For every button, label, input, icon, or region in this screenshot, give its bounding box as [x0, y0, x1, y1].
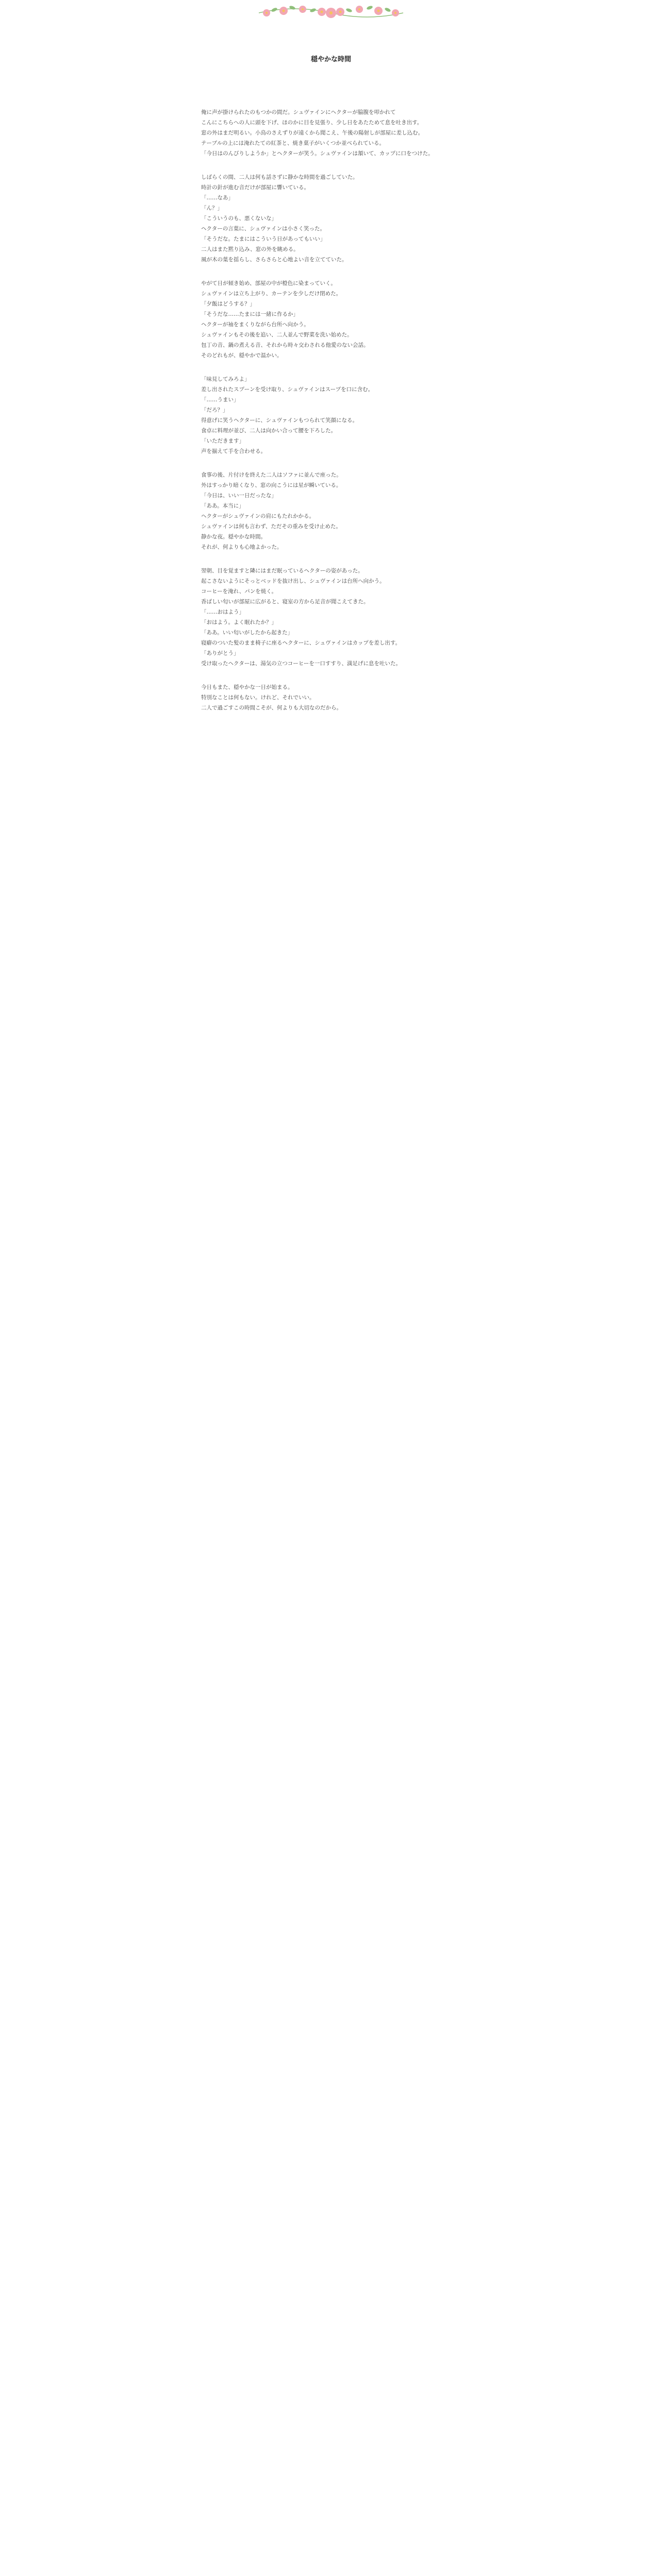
story-paragraph: 受け取ったヘクターは、湯気の立つコーヒーを一口すすり、満足げに息を吐いた。	[201, 660, 401, 667]
story-paragraph: コーヒーを淹れ、パンを焼く。	[201, 588, 277, 595]
story-paragraph: 「ん？」	[201, 205, 223, 211]
story-paragraph: ヘクターがシュヴァインの肩にもたれかかる。	[201, 513, 315, 519]
story-paragraph: 「おはよう。よく眠れたか？」	[201, 619, 277, 625]
story-paragraph: シュヴァインは立ち上がり、カーテンを少しだけ閉めた。	[201, 291, 342, 297]
story-paragraph: 得意げに笑うヘクターに、シュヴァインもつられて笑顔になる。	[201, 417, 358, 423]
story-paragraph: やがて日が傾き始め、部屋の中が橙色に染まっていく。	[201, 280, 336, 286]
story-paragraph: 食事の後、片付けを終えた二人はソファに並んで座った。	[201, 472, 342, 478]
story-paragraph: 時計の針が進む音だけが部屋に響いている。	[201, 184, 309, 191]
story-paragraph: 「……おはよう」	[201, 609, 244, 615]
story-paragraph: 「……うまい」	[201, 397, 239, 403]
flower-garland-icon	[254, 2, 408, 22]
story-paragraph: 差し出されたスプーンを受け取り、シュヴァインはスープを口に含む。	[201, 386, 374, 393]
story-paragraph: 「今日は、いい一日だったな」	[201, 493, 277, 499]
story-paragraph: 特別なことは何もない。けれど、それでいい。	[201, 694, 315, 701]
story-paragraph: 静かな夜。穏やかな時間。	[201, 534, 266, 540]
story-paragraph: 俺に声が掛けられたのもつかの間だ。シュヴァインにヘクターが脇腹を叩かれて	[201, 109, 396, 115]
story-paragraph: テーブルの上には淹れたての紅茶と、焼き菓子がいくつか並べられている。	[201, 140, 385, 146]
story-paragraph: 二人で過ごすこの時間こそが、何よりも大切なのだから。	[201, 705, 342, 711]
story-paragraph: ヘクターの言葉に、シュヴァインは小さく笑った。	[201, 226, 325, 232]
story-paragraph: 寝癖のついた髪のまま椅子に座るヘクターに、シュヴァインはカップを差し出す。	[201, 640, 401, 646]
story-paragraph: 食卓に料理が並び、二人は向かい合って腰を下ろした。	[201, 428, 337, 434]
story-paragraph: 声を揃えて手を合わせる。	[201, 448, 266, 454]
story-paragraph: 「ああ。いい匂いがしたから起きた」	[201, 630, 293, 636]
story-paragraph: 「ああ。本当に」	[201, 503, 244, 509]
story-paragraph: 起こさないようにそっとベッドを抜け出し、シュヴァインは台所へ向かう。	[201, 578, 385, 584]
story-paragraph: 香ばしい匂いが部屋に広がると、寝室の方から足音が聞こえてきた。	[201, 599, 369, 605]
story-paragraph: 「いただきます」	[201, 438, 244, 444]
story-paragraph: 「ありがとう」	[201, 650, 239, 656]
story-paragraph: シュヴァインもその後を追い、二人並んで野菜を洗い始めた。	[201, 332, 353, 338]
story-paragraph: 「……なあ」	[201, 195, 234, 201]
story-paragraph: 外はすっかり暗くなり、窓の向こうには星が瞬いている。	[201, 482, 342, 488]
story-paragraph: 「こういうのも、悪くないな」	[201, 215, 277, 222]
story-paragraph: 「だろ？」	[201, 407, 228, 413]
story-paragraph: そのどれもが、穏やかで温かい。	[201, 352, 283, 359]
story-paragraph: 包丁の音、鍋の煮える音、それから時々交わされる他愛のない会話。	[201, 342, 369, 348]
story-paragraph: こんにこちらへの人に頭を下げ、ほのかに目を見張り、少し日をあたためて息を吐き出す。	[201, 120, 423, 126]
story-paragraph: 翌朝、目を覚ますと隣にはまだ眠っているヘクターの姿があった。	[201, 568, 363, 574]
paragraph-gap	[201, 265, 459, 278]
story-paragraph: 今日もまた、穏やかな一日が始まる。	[201, 684, 293, 690]
story-paragraph: 「そうだな。たまにはこういう日があってもいい」	[201, 236, 326, 242]
page-title: 穏やかな時間	[310, 56, 351, 63]
story-paragraph: 風が木の葉を揺らし、さらさらと心地よい音を立てていた。	[201, 257, 347, 263]
story-paragraph: それが、何よりも心地よかった。	[201, 544, 283, 550]
story-paragraph: しばらくの間、二人は何も話さずに静かな時間を過ごしていた。	[201, 174, 358, 180]
story-paragraph: 「味見してみろよ」	[201, 376, 250, 382]
floral-header-decoration	[0, 0, 662, 24]
story-body	[201, 107, 459, 713]
paragraph-gap	[201, 552, 459, 566]
paragraph-gap	[201, 159, 459, 172]
story-paragraph: 二人はまた黙り込み、窓の外を眺める。	[201, 246, 299, 252]
paragraph-gap	[201, 669, 459, 682]
story-paragraph: ヘクターが袖をまくりながら台所へ向かう。	[201, 321, 309, 328]
paragraph-gap	[201, 456, 459, 470]
paragraph-gap	[201, 361, 459, 374]
story-paragraph: 窓の外はまだ明るい。小鳥のさえずりが遠くから聞こえ、午後の陽射しが部屋に差し込む。	[201, 130, 424, 136]
story-paragraph: シュヴァインは何も言わず、ただその重みを受け止めた。	[201, 523, 341, 530]
story-paragraph: 「そうだな……たまには一緒に作るか」	[201, 311, 299, 317]
story-paragraph: 「今日はのんびりしようか」とヘクターが笑う。シュヴァインは頷いて、カップに口をつけた。	[201, 150, 434, 157]
story-paragraph: 「夕飯はどうする？」	[201, 301, 255, 307]
